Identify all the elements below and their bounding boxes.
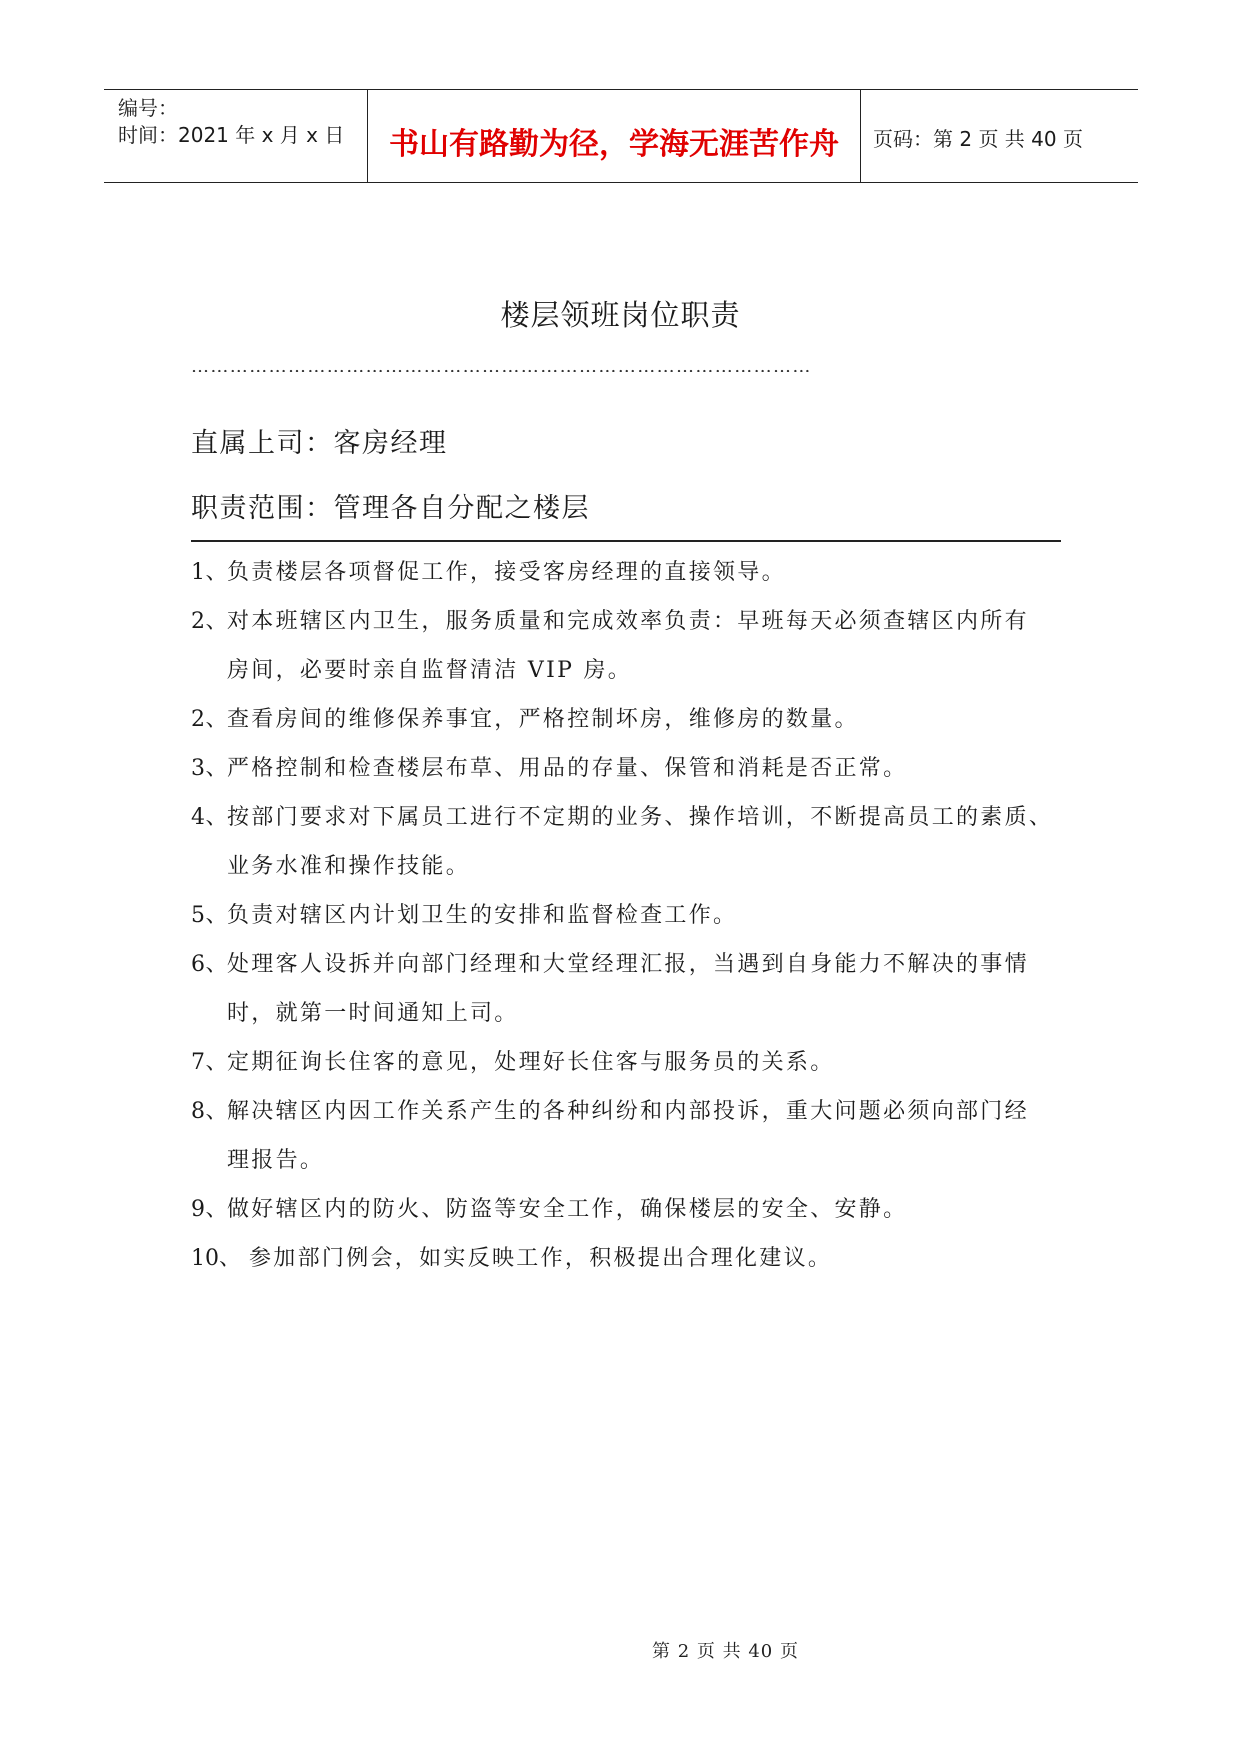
duty-item [191,597,1091,695]
duty-text: 严格控制和检查楼层布草、用品的存量、保管和消耗是否正常。 [227,756,908,781]
duty-item [191,1087,1091,1185]
duty-item [191,548,1091,597]
duty-item [191,940,1091,1038]
duty-number: 7、 [191,1050,228,1075]
duty-text: 查看房间的维修保养事宜，严格控制坏房，维修房的数量。 [227,707,859,732]
duty-text: 处理客人设拆并向部门经理和大堂经理汇报，当遇到自身能力不解决的事情 [227,952,1029,977]
duty-item [191,1038,1091,1087]
duty-item [191,744,1091,793]
footer-page-number: 第 2 页 共 40 页 [652,1641,799,1662]
duty-text-continued: 时，就第一时间通知上司。 [227,1001,519,1026]
header-info-cell [104,90,368,182]
duty-list [191,548,1091,1283]
document-time-label: 时间：2021 年 x 月 x 日 [118,123,345,147]
document-title: 楼层领班岗位职责 [500,298,741,332]
duty-text-continued: 理报告。 [227,1148,325,1173]
duty-number: 8、 [191,1099,228,1124]
duty-text: 按部门要求对下属员工进行不定期的业务、操作培训，不断提高员工的素质、 [227,805,1054,830]
duty-number: 3、 [191,756,228,781]
duty-item [191,1185,1091,1234]
header-page-code: 页码：第 2 页 共 40 页 [873,127,1083,151]
duty-number: 2、 [191,609,228,634]
duty-item [191,1234,1091,1283]
duty-item [191,793,1091,891]
section-divider [191,540,1061,542]
duty-item [191,695,1091,744]
header-motto: 书山有路勤为径，学海无涯苦作舟 [389,127,839,162]
duty-number: 10、 [191,1246,241,1271]
duty-number: 5、 [191,903,228,928]
duty-text-continued: 业务水准和操作技能。 [227,854,471,879]
header-motto-cell [368,90,861,182]
duty-item [191,891,1091,940]
duty-text: 负责对辖区内计划卫生的安排和监督检查工作。 [227,903,738,928]
duty-number: 9、 [191,1197,228,1222]
header-page-cell [861,90,1138,182]
duty-text: 解决辖区内因工作关系产生的各种纠纷和内部投诉，重大问题必须向部门经 [227,1099,1029,1124]
dotted-separator: …………………………………………………………………………………… [191,356,812,372]
duty-text-continued: 房间，必要时亲自监督清洁 VIP 房。 [227,658,633,683]
duty-number: 1、 [191,560,228,585]
responsibility-scope-line: 职责范围：管理各自分配之楼层 [191,493,590,524]
document-header [104,89,1138,183]
duty-number: 4、 [191,805,228,830]
document-number-label: 编号： [118,96,178,120]
duty-text: 负责楼层各项督促工作，接受客房经理的直接领导。 [227,560,786,585]
direct-superior-line: 直属上司：客房经理 [191,428,448,459]
duty-number: 2、 [191,707,228,732]
duty-text: 参加部门例会，如实反映工作，积极提出合理化建议。 [249,1246,833,1271]
duty-text: 做好辖区内的防火、防盗等安全工作，确保楼层的安全、安静。 [227,1197,908,1222]
duty-text: 对本班辖区内卫生，服务质量和完成效率负责：早班每天必须查辖区内所有 [227,609,1029,634]
duty-number: 6、 [191,952,228,977]
duty-text: 定期征询长住客的意见，处理好长住客与服务员的关系。 [227,1050,835,1075]
